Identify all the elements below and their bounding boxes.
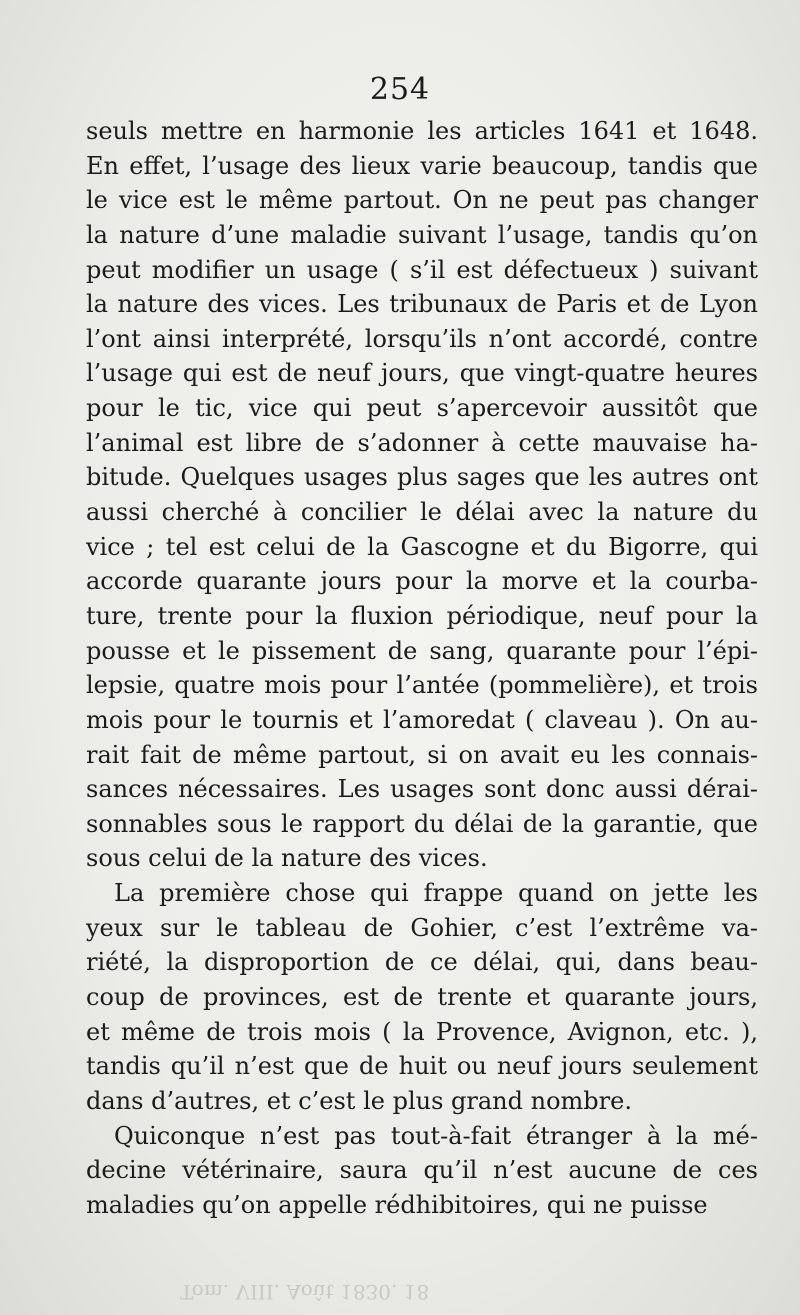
text-line: dans d’autres, et c’est le plus grand nombre. [86, 1086, 632, 1115]
text-line: l’animal est libre de s’adonner à cette mauvaise ha- [86, 428, 758, 457]
text-line: riété, la disproportion de ce délai, qui, dans beau- [86, 948, 758, 977]
text-line: La première chose qui frappe quand on jette les [114, 879, 758, 908]
text-line: lepsie, quatre mois pour l’antée (pommelière), et trois [86, 671, 758, 700]
text-line: aussi cherché à concilier le délai avec la nature du [86, 498, 758, 527]
text-line: rait fait de même partout, si on avait eu les connais- [86, 740, 758, 769]
text-line: peut modifier un usage ( s’il est défectueux ) suivant [86, 255, 758, 284]
text-line: bitude. Quelques usages plus sages que les autres ont [86, 463, 758, 492]
text-line: l’usage qui est de neuf jours, que vingt-quatre heures [86, 359, 758, 388]
text-line: Quiconque n’est pas tout-à-fait étranger à la mé- [114, 1121, 758, 1150]
text-line: sonnables sous le rapport du délai de la garantie, que [86, 809, 758, 838]
text-line: accorde quarante jours pour la morve et la courba- [86, 567, 758, 596]
text-line: pousse et le pissement de sang, quarante pour l’épi- [86, 636, 758, 665]
text-line: la nature d’une maladie suivant l’usage, tandis qu’on [86, 220, 758, 249]
text-line: l’ont ainsi interprété, lorsqu’ils n’ont accordé, contre [86, 324, 758, 353]
body-text [86, 114, 758, 1223]
text-line: sances nécessaires. Les usages sont donc aussi dérai- [86, 775, 758, 804]
text-line: vice ; tel est celui de la Gascogne et du Bigorre, qui [86, 532, 758, 561]
text-line: ture, trente pour la fluxion périodique, neuf pour la [86, 601, 758, 630]
text-line: le vice est le même partout. On ne peut pas changer [86, 186, 758, 215]
paragraph [86, 1119, 758, 1223]
paragraph [86, 876, 758, 1118]
text-line: tandis qu’il n’est que de huit ou neuf jours seulement [86, 1052, 758, 1081]
page-number: 254 [369, 72, 431, 107]
text-line: sous celui de la nature des vices. [86, 844, 488, 873]
page-footer [0, 1280, 800, 1310]
text-line: coup de provinces, est de trente et quarante jours, [86, 983, 758, 1012]
text-line: maladies qu’on appelle rédhibitoires, qui ne puisse [86, 1190, 708, 1219]
text-line: seuls mettre en harmonie les articles 1641 et 1648. [86, 117, 758, 145]
text-line: et même de trois mois ( la Provence, Avignon, etc. ), [86, 1017, 758, 1046]
paragraph [86, 114, 758, 876]
text-line: mois pour le tournis et l’amoredat ( claveau ). On au- [86, 705, 758, 734]
text-line: yeux sur le tableau de Gohier, c’est l’extrême va- [86, 913, 758, 942]
text-line: En effet, l’usage des lieux varie beaucoup, tandis que [86, 151, 758, 180]
text-line: decine vétérinaire, saura qu’il n’est aucune de ces [86, 1156, 758, 1185]
footer-bleed-through-text: Tom. VIII. Août 1830. 18 [180, 1280, 430, 1304]
text-line: la nature des vices. Les tribunaux de Paris et de Lyon [86, 290, 758, 319]
text-line: pour le tic, vice qui peut s’apercevoir aussitôt que [86, 394, 758, 423]
